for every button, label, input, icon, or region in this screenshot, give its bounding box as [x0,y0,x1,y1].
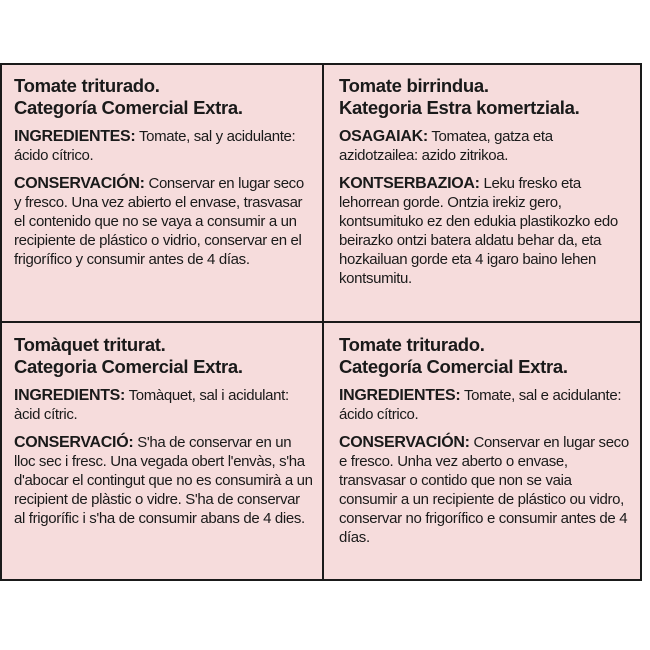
product-category: Categoría Comercial Extra. [14,97,243,118]
ingredients-label: INGREDIENTES: [339,387,461,404]
product-category: Categoria Comercial Extra. [14,356,243,377]
conservation-text: Conservar en lugar seco y fresco. Una vez abierto el envase, trasvasar el contenido que no se vaya a consumir a un recipiente de plástico o vidrio, conservar en el frigorífico y consumir antes de 4 días. [14,175,304,268]
ingredients-label: OSAGAIAK: [339,128,428,145]
label-panel-basque [321,65,640,322]
conservation-paragraph [14,174,313,269]
ingredients-text: Tomate, sal e acidulante: ácido cítrico. [339,387,622,423]
panel-title [14,75,313,119]
product-name: Tomàquet triturat. [14,334,166,355]
conservation-paragraph [14,433,313,528]
product-label-grid [0,63,642,581]
panel-title [339,334,632,378]
conservation-label: CONSERVACIÓN: [14,175,145,192]
conservation-text: S'ha de conservar en un lloc sec i fresc. Una vegada obert l'envàs, s'ha d'abocar el contingut que no es consumirà a un recipient de plàstic o vidre. S'ha de conservar al frigorífic i s'ha de consumir abans de 4 dies. [14,434,313,527]
conservation-label: CONSERVACIÓ: [14,434,134,451]
product-category: Kategoria Estra komertziala. [339,97,580,118]
product-name: Tomate triturado. [339,334,485,355]
conservation-text: Conservar en lugar seco e fresco. Unha vez aberto o envase, transvasar o contido que non se vaia consumir a un recipiente de plástico ou vidro, conservar no frigorífico e consumir antes de 4 días. [339,434,629,546]
conservation-paragraph [339,433,632,547]
conservation-text: Leku fresko eta lehorrean gorde. Ontzia irekiz gero, kontsumituko ez den edukia plastikozko edo beirazko ontzi batera aldatu behar da, eta hozkailuan gorde eta 4 igaro baino lehen kontsumitu. [339,175,618,287]
conservation-paragraph [339,174,632,288]
ingredients-text: Tomatea, gatza eta azidotzailea: azido zitrikoa. [339,128,553,164]
conservation-label: KONTSERBAZIOA: [339,175,480,192]
label-panel-spanish [2,65,321,322]
ingredients-text: Tomàquet, sal i acidulant: àcid cítric. [14,387,289,423]
conservation-label: CONSERVACIÓN: [339,434,470,451]
label-panel-galician [321,322,640,579]
ingredients-label: INGREDIENTS: [14,387,126,404]
ingredients-paragraph [14,127,313,165]
product-category: Categoría Comercial Extra. [339,356,568,377]
ingredients-text: Tomate, sal y acidulante: ácido cítrico. [14,128,296,164]
product-name: Tomate triturado. [14,75,160,96]
ingredients-paragraph [339,386,632,424]
ingredients-paragraph [339,127,632,165]
label-panel-catalan [2,322,321,579]
ingredients-label: INGREDIENTES: [14,128,136,145]
product-name: Tomate birrindua. [339,75,489,96]
panel-title [14,334,313,378]
panel-title [339,75,632,119]
ingredients-paragraph [14,386,313,424]
